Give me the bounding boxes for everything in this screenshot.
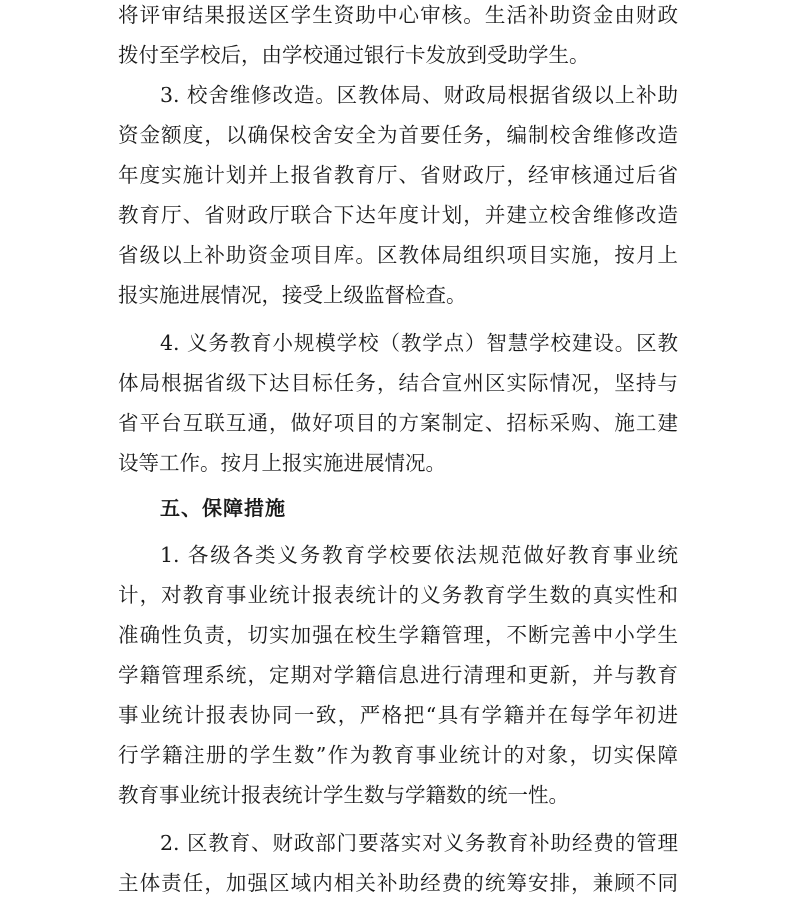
text-line: 学籍管理系统，定期对学籍信息进行清理和更新，并与教育: [118, 663, 678, 687]
list-item-heading: 2. 区教育、财政部门要落实对义务教育补助经费的管理: [160, 831, 678, 855]
list-item-heading: 4. 义务教育小规模学校（教学点）智慧学校建设。区教: [160, 331, 678, 355]
text-line: 准确性负责，切实加强在校生学籍管理，不断完善中小学生: [118, 623, 678, 647]
text-line: 计，对教育事业统计报表统计的义务教育学生数的真实性和: [118, 583, 678, 607]
text-line: 拨付至学校后，由学校通过银行卡发放到受助学生。: [118, 43, 590, 67]
text-line: 行学籍注册的学生数”作为教育事业统计的对象，切实保障: [118, 743, 678, 767]
text-line: 报实施进展情况，接受上级监督检查。: [118, 283, 467, 307]
text-line: 教育厅、省财政厅联合下达年度计划，并建立校舍维修改造: [118, 203, 678, 227]
list-item-heading: 1. 各级各类义务教育学校要依法规范做好教育事业统: [160, 543, 678, 567]
text-line: 主体责任，加强区域内相关补助经费的统筹安排，兼顾不同: [118, 871, 678, 895]
text-line: 年度实施计划并上报省教育厅、省财政厅，经审核通过后省: [118, 163, 678, 187]
text-line: 事业统计报表协同一致，严格把“具有学籍并在每学年初进: [118, 703, 678, 727]
section-heading: 五、保障措施: [160, 496, 286, 520]
list-item-heading: 3. 校舍维修改造。区教体局、财政局根据省级以上补助: [160, 83, 678, 107]
text-line: 设等工作。按月上报实施进展情况。: [118, 451, 446, 475]
text-line: 将评审结果报送区学生资助中心审核。生活补助资金由财政: [118, 3, 678, 27]
text-line: 省平台互联互通，做好项目的方案制定、招标采购、施工建: [118, 411, 678, 435]
text-line: 省级以上补助资金项目库。区教体局组织项目实施，按月上: [118, 243, 678, 267]
text-line: 教育事业统计报表统计学生数与学籍数的统一性。: [118, 783, 569, 807]
text-line: 体局根据省级下达目标任务，结合宣州区实际情况，坚持与: [118, 371, 678, 395]
text-line: 资金额度，以确保校舍安全为首要任务，编制校舍维修改造: [118, 123, 678, 147]
